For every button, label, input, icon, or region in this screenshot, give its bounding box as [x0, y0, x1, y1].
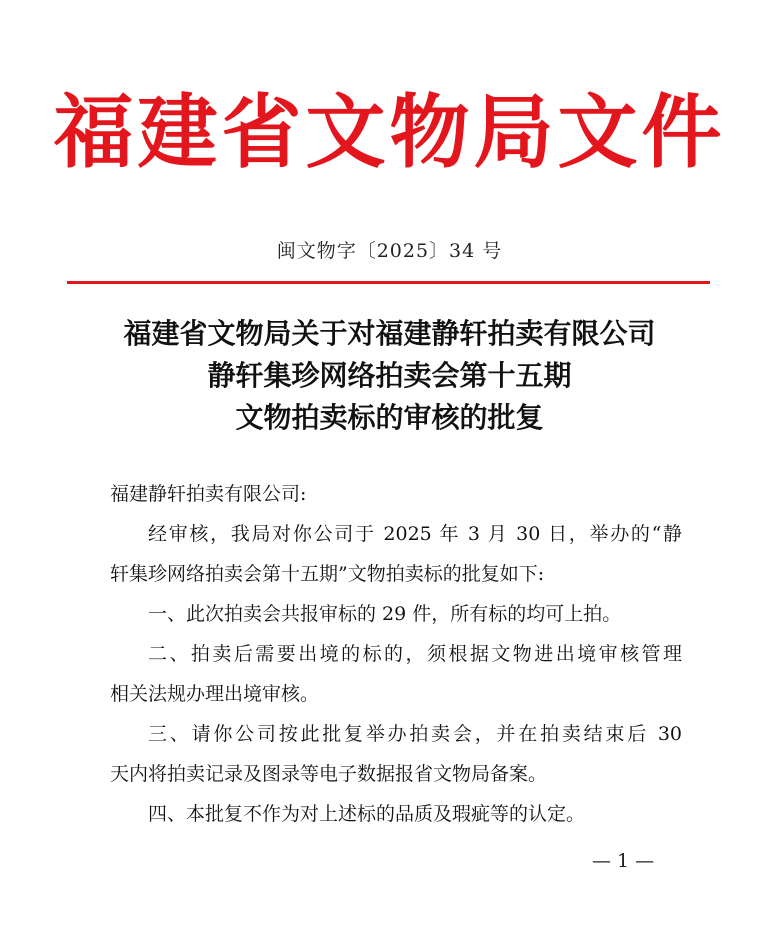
document-title-line-3: 文物拍卖标的审核的批复 [235, 401, 544, 434]
red-divider-line [67, 281, 710, 284]
paragraph-3-line-2: 相关法规办理出境审核。 [110, 683, 320, 705]
document-title-line-2: 静轩集珍网络拍卖会第十五期 [207, 359, 572, 392]
document-number: 闽文物字〔2025〕34 号 [276, 240, 503, 262]
document-title-line-1: 福建省文物局关于对福建静轩拍卖有限公司 [123, 317, 656, 350]
recipient-line: 福建静轩拍卖有限公司: [110, 483, 307, 505]
document-title [0, 313, 779, 439]
paragraph-4-line-2: 天内将拍卖记录及图录等电子数据报省文物局备案。 [110, 763, 548, 785]
paragraph-1-line-2: 轩集珍网络拍卖会第十五期”文物拍卖标的批复如下: [110, 563, 545, 585]
document-header-title: 福建省文物局文件 [53, 85, 726, 179]
page-number: — 1 — [592, 850, 655, 872]
paragraph-1-line-1: 经审核，我局对你公司于 2025 年 3 月 30 日，举办的“静 [148, 523, 682, 545]
paragraph-4-line-1: 三、请你公司按此批复举办拍卖会，并在拍卖结束后 30 [148, 723, 682, 745]
paragraph-5: 四、本批复不作为对上述标的品质及瑕疵等的认定。 [148, 803, 586, 825]
paragraph-3-line-1: 二、拍卖后需要出境的标的，须根据文物进出境审核管理 [148, 643, 682, 665]
paragraph-2: 一、此次拍卖会共报审标的 29 件，所有标的均可上拍。 [148, 603, 622, 625]
body-paragraphs [110, 520, 682, 840]
